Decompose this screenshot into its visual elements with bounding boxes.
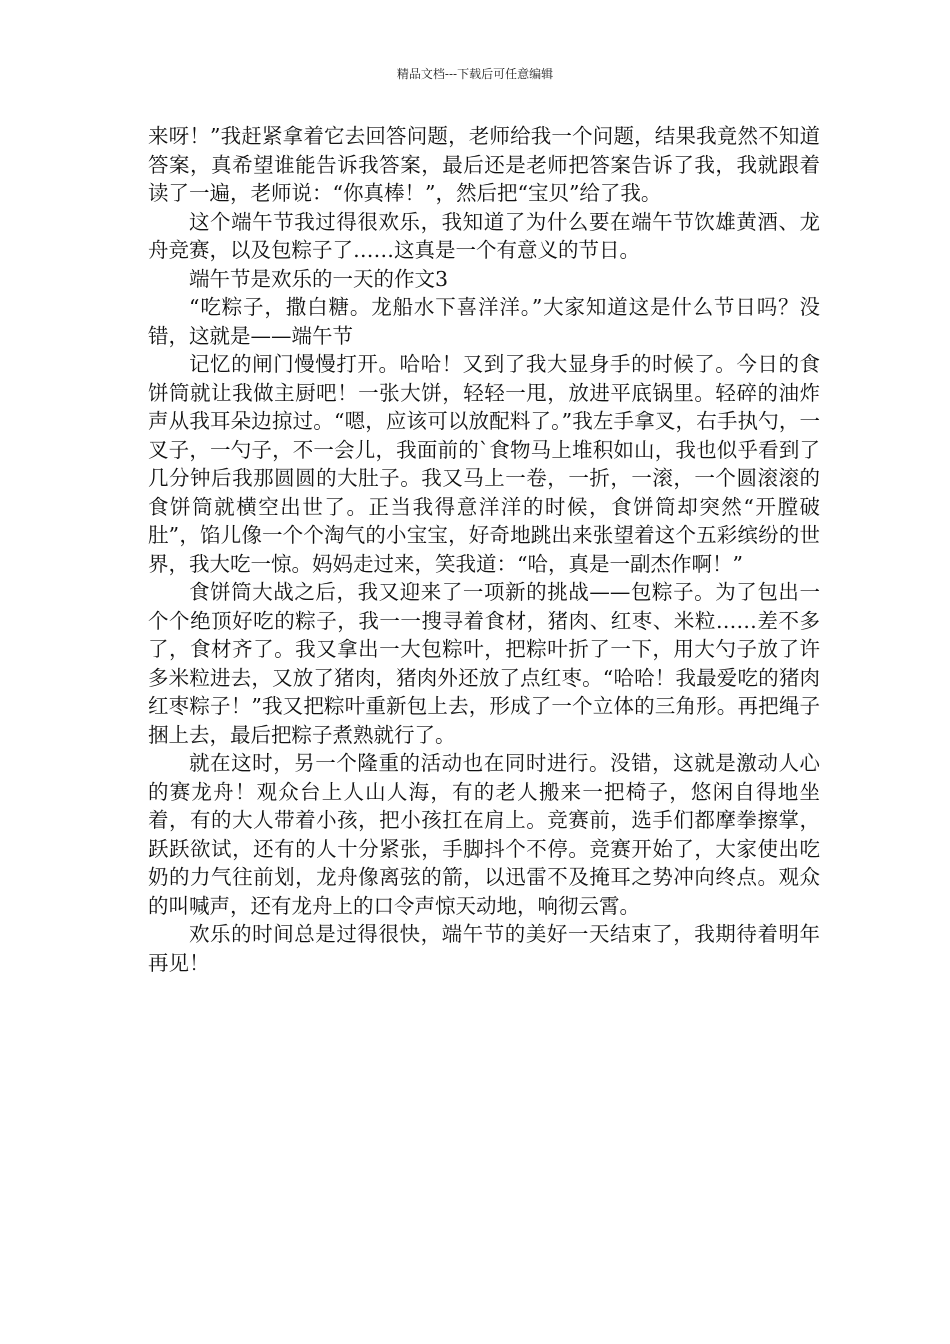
paragraph-1: 来呀！”我赶紧拿着它去回答问题，老师给我一个问题，结果我竟然不知道答案，真希望谁能告诉我答案，最后还是老师把答案告诉了我，我就跟着读了一遍，老师说：“你真棒！”，然后把“宝贝”给了我。 <box>148 124 820 205</box>
paragraph-7: 欢乐的时间总是过得很快，端午节的美好一天结束了，我期待着明年再见！ <box>148 922 820 975</box>
paragraph-2: 这个端午节我过得很欢乐，我知道了为什么要在端午节饮雄黄酒、龙舟竞赛，以及包粽子了……这真是一个有意义的节日。 <box>148 209 820 262</box>
paragraph-4: 记忆的闸门慢慢打开。哈哈！又到了我大显身手的时候了。今日的食饼筒就让我做主厨吧！一张大饼，轻轻一甩，放进平底锅里。轻碎的油炸声从我耳朵边掠过。“嗯，应该可以放配料了。”我左手拿叉，右手执勺，一叉子，一勺子，不一会儿，我面前的`食物马上堆积如山，我也似乎看到了几分钟后我那圆圆的大肚子。我又马上一卷，一折，一滚，一个圆滚滚的食饼筒就横空出世了。正当我得意洋洋的时候，食饼筒却突然“开膛破肚”，馅儿像一个个淘气的小宝宝，好奇地跳出来张望着这个五彩缤纷的世界，我大吃一惊。妈妈走过来，笑我道：“哈，真是一副杰作啊！” <box>148 352 820 576</box>
paragraph-3: “吃粽子，撒白糖。龙船水下喜洋洋。”大家知道这是什么节日吗？没错，这就是——端午节 <box>148 295 820 348</box>
article-title: 端午节是欢乐的一天的作文3 <box>189 266 449 291</box>
paragraph-5: 食饼筒大战之后，我又迎来了一项新的挑战——包粽子。为了包出一个个绝顶好吃的粽子，我一一搜寻着食材，猪肉、红枣、米粒……差不多了，食材齐了。我又拿出一大包粽叶，把粽叶折了一下，用大勺子放了许多米粒进去，又放了猪肉，猪肉外还放了点红枣。“哈哈！我最爱吃的猪肉红枣粽子！”我又把粽叶重新包上去，形成了一个立体的三角形。再把绳子捆上去，最后把粽子煮熟就行了。 <box>148 580 820 747</box>
page-header: 精品文档---下载后可任意编辑 <box>396 67 554 81</box>
article-body <box>148 122 820 977</box>
paragraph-6: 就在这时，另一个隆重的活动也在同时进行。没错，这就是激动人心的赛龙舟！观众台上人山人海，有的老人搬来一把椅子，悠闲自得地坐着，有的大人带着小孩，把小孩扛在肩上。竞赛前，选手们都摩拳擦掌，跃跃欲试，还有的人十分紧张，手脚抖个不停。竞赛开始了，大家使出吃奶的力气往前划，龙舟像离弦的箭，以迅雷不及掩耳之势冲向终点。观众的叫喊声，还有龙舟上的口令声惊天动地，响彻云霄。 <box>148 751 820 918</box>
